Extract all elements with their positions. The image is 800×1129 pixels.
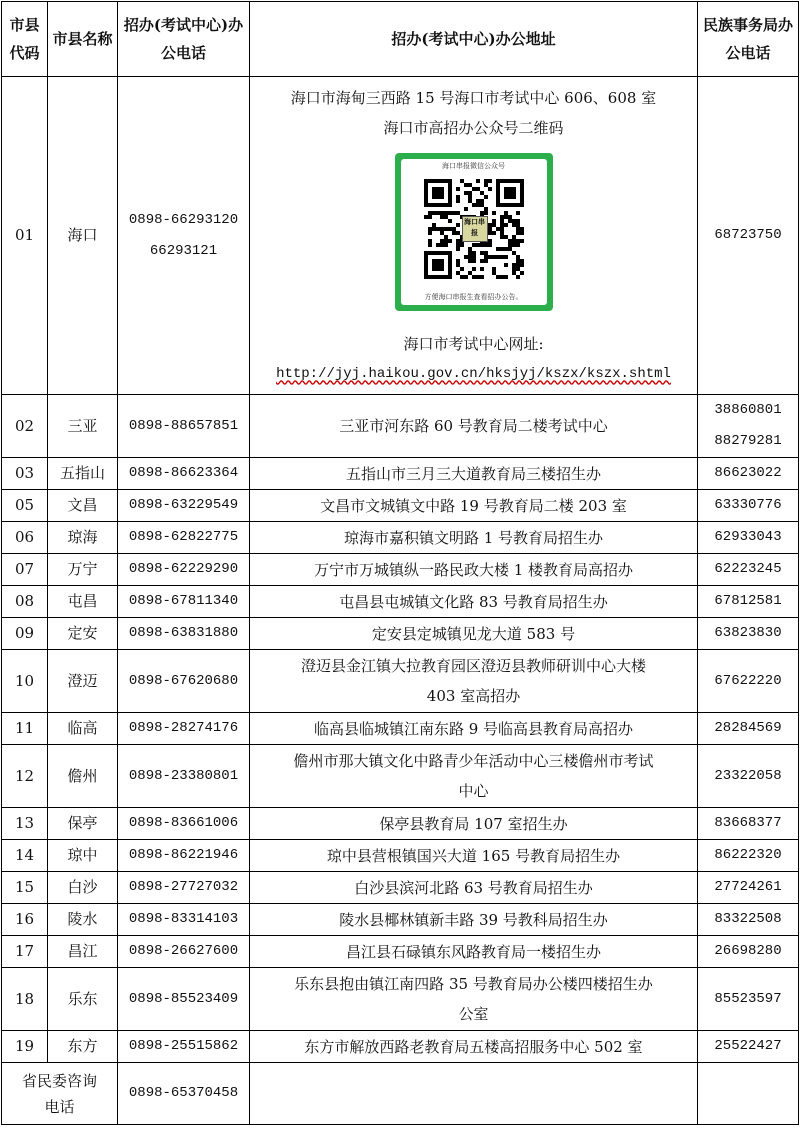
cell-ethnic-phone: 28284569: [698, 713, 799, 745]
cell-name: 文昌: [48, 490, 118, 522]
header-address: 招办(考试中心)办公地址: [250, 2, 698, 77]
cell-name: 琼海: [48, 522, 118, 554]
header-ethnic-phone: 民族事务局办公电话: [698, 2, 799, 77]
cell-address: 昌江县石碌镇东风路教育局一楼招生办: [250, 936, 698, 968]
website-label: 海口市考试中心网址:: [403, 334, 544, 353]
cell-address: 临高县临城镇江南东路 9 号临高县教育局高招办: [250, 713, 698, 745]
cell-ethnic-phone: 62223245: [698, 554, 799, 586]
cell-ethnic-phone: 62933043: [698, 522, 799, 554]
cell-address: 东方市解放西路老教育局五楼高招服务中心 502 室: [250, 1031, 698, 1063]
table-row: [2, 904, 799, 936]
cell-ethnic-phone: 23322058: [698, 745, 799, 808]
cell-name: 昌江: [48, 936, 118, 968]
cell-ethnic-phone: 26698280: [698, 936, 799, 968]
cell-phone: 0898-67620680: [118, 650, 250, 713]
header-code: 市县代码: [2, 2, 48, 77]
cell-ethnic-phone: 83322508: [698, 904, 799, 936]
phone-line: 66293121: [149, 242, 218, 259]
footer-empty-address: [250, 1063, 698, 1125]
cell-phone: 0898-62229290: [118, 554, 250, 586]
qr-bottom-caption: 方便海口串报生查看招办公告。: [424, 292, 523, 301]
cell-name: 五指山: [48, 458, 118, 490]
cell-code: 11: [2, 713, 48, 745]
cell-phone: [118, 77, 250, 395]
cell-address: 陵水县椰林镇新丰路 39 号教科局招生办: [250, 904, 698, 936]
cell-phone: 0898-88657851: [118, 395, 250, 458]
cell-phone: 0898-23380801: [118, 745, 250, 808]
header-phone: 招办(考试中心)办公电话: [118, 2, 250, 77]
cell-phone: 0898-67811340: [118, 586, 250, 618]
cell-code: 12: [2, 745, 48, 808]
table-row: [2, 490, 799, 522]
cell-ethnic-phone: 83668377: [698, 808, 799, 840]
cell-name: 东方: [48, 1031, 118, 1063]
phone-line: 0898-66293120: [128, 211, 239, 228]
cell-name: 白沙: [48, 872, 118, 904]
cell-ethnic-phone: 85523597: [698, 968, 799, 1031]
cell-address: 五指山市三月三大道教育局三楼招生办: [250, 458, 698, 490]
cell-address: 琼海市嘉积镇文明路 1 号教育局招生办: [250, 522, 698, 554]
table-row: [2, 522, 799, 554]
cell-name: 保亭: [48, 808, 118, 840]
cell-phone: 0898-63831880: [118, 618, 250, 650]
cell-name: 临高: [48, 713, 118, 745]
cell-code: 07: [2, 554, 48, 586]
cell-code: 05: [2, 490, 48, 522]
footer-row: [2, 1063, 799, 1125]
cell-phone: 0898-26627600: [118, 936, 250, 968]
cell-name: 三亚: [48, 395, 118, 458]
cell-ethnic-phone: 67622220: [698, 650, 799, 713]
website-link[interactable]: http://jyj.haikou.gov.cn/hksjyj/kszx/kszx.shtml: [276, 365, 671, 382]
cell-name: 万宁: [48, 554, 118, 586]
cell-name: 陵水: [48, 904, 118, 936]
table-row: [2, 968, 799, 1031]
footer-label: 省民委咨询电话: [2, 1063, 118, 1125]
contact-table: [1, 1, 799, 1125]
cell-code: 19: [2, 1031, 48, 1063]
cell-ethnic-phone: 86623022: [698, 458, 799, 490]
cell-name: 儋州: [48, 745, 118, 808]
cell-code: 15: [2, 872, 48, 904]
cell-name: 琼中: [48, 840, 118, 872]
footer-empty-ethnic: [698, 1063, 799, 1125]
cell-code: 06: [2, 522, 48, 554]
table-row: [2, 458, 799, 490]
cell-code: 10: [2, 650, 48, 713]
cell-code: 02: [2, 395, 48, 458]
table-row: [2, 745, 799, 808]
footer-phone: 0898-65370458: [118, 1063, 250, 1125]
cell-ethnic-phone: 68723750: [698, 77, 799, 395]
cell-code: 14: [2, 840, 48, 872]
table-row: [2, 936, 799, 968]
cell-phone: 0898-27727032: [118, 872, 250, 904]
cell-code: 09: [2, 618, 48, 650]
table-row-haikou: [2, 77, 799, 395]
qr-code-card: [395, 153, 553, 311]
table-row: [2, 840, 799, 872]
cell-code: 16: [2, 904, 48, 936]
table-row: [2, 395, 799, 458]
cell-code: 03: [2, 458, 48, 490]
cell-code: 13: [2, 808, 48, 840]
cell-name: 乐东: [48, 968, 118, 1031]
cell-phone: 0898-85523409: [118, 968, 250, 1031]
qr-code-frame: [401, 159, 547, 305]
cell-phone: 0898-86221946: [118, 840, 250, 872]
cell-address: 澄迈县金江镇大拉教育园区澄迈县教师研训中心大楼 403 室高招办: [250, 650, 698, 713]
cell-ethnic-phone: 63330776: [698, 490, 799, 522]
cell-ethnic-phone: 27724261: [698, 872, 799, 904]
cell-phone: 0898-86623364: [118, 458, 250, 490]
cell-address: 儋州市那大镇文化中路青少年活动中心三楼儋州市考试 中心: [250, 745, 698, 808]
address-line: 海口市海甸三西路 15 号海口市考试中心 606、608 室: [290, 88, 657, 107]
cell-name: 海口: [48, 77, 118, 395]
cell-address: 琼中县营根镇国兴大道 165 号教育局招生办: [250, 840, 698, 872]
cell-address: 屯昌县屯城镇文化路 83 号教育局招生办: [250, 586, 698, 618]
cell-address: 乐东县抱由镇江南四路 35 号教育局办公楼四楼招生办 公室: [250, 968, 698, 1031]
cell-code: 17: [2, 936, 48, 968]
header-row: [2, 2, 799, 77]
cell-phone: 0898-62822775: [118, 522, 250, 554]
cell-code: 08: [2, 586, 48, 618]
cell-phone: 0898-28274176: [118, 713, 250, 745]
cell-address: [250, 77, 698, 395]
table-row: [2, 872, 799, 904]
table-row: [2, 650, 799, 713]
cell-ethnic-phone: 38860801 88279281: [698, 395, 799, 458]
cell-phone: 0898-63229549: [118, 490, 250, 522]
cell-phone: 0898-83661006: [118, 808, 250, 840]
cell-code: 18: [2, 968, 48, 1031]
qr-badge: 海口串报: [462, 216, 488, 242]
cell-address: 万宁市万城镇纵一路民政大楼 1 楼教育局高招办: [250, 554, 698, 586]
cell-address: 三亚市河东路 60 号教育局二楼考试中心: [250, 395, 698, 458]
cell-code: 01: [2, 77, 48, 395]
table-row: [2, 554, 799, 586]
cell-ethnic-phone: 86222320: [698, 840, 799, 872]
cell-address: 文昌市文城镇文中路 19 号教育局二楼 203 室: [250, 490, 698, 522]
table-row: [2, 1031, 799, 1063]
cell-phone: 0898-25515862: [118, 1031, 250, 1063]
qr-top-caption: 海口串报微信公众号: [442, 161, 505, 170]
cell-name: 澄迈: [48, 650, 118, 713]
table-row: [2, 808, 799, 840]
cell-ethnic-phone: 25522427: [698, 1031, 799, 1063]
cell-address: 白沙县滨河北路 63 号教育局招生办: [250, 872, 698, 904]
cell-phone: 0898-83314103: [118, 904, 250, 936]
cell-address: 定安县定城镇见龙大道 583 号: [250, 618, 698, 650]
address-line: 海口市高招办公众号二维码: [383, 118, 564, 137]
table-row: [2, 586, 799, 618]
cell-name: 定安: [48, 618, 118, 650]
cell-name: 屯昌: [48, 586, 118, 618]
cell-ethnic-phone: 67812581: [698, 586, 799, 618]
cell-address: 保亭县教育局 107 室招生办: [250, 808, 698, 840]
table-row: [2, 713, 799, 745]
cell-ethnic-phone: 63823830: [698, 618, 799, 650]
table-row: [2, 618, 799, 650]
header-name: 市县名称: [48, 2, 118, 77]
